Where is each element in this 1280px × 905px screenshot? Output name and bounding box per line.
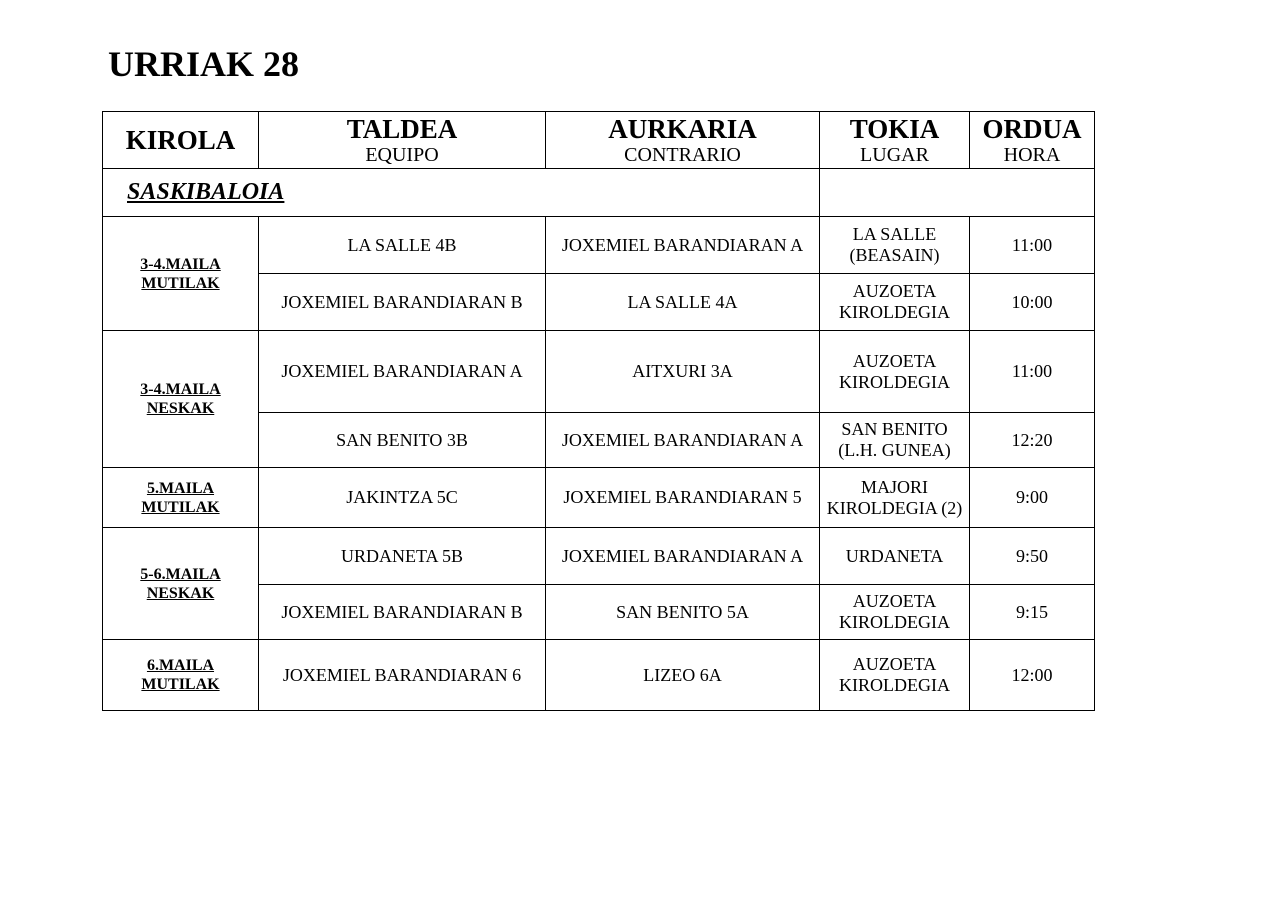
ordua-cell: 12:00 (970, 640, 1095, 711)
header-kirola: KIROLA (103, 112, 259, 169)
tokia-line: KIROLDEGIA (839, 371, 950, 392)
category-cell (103, 331, 259, 468)
section-empty-cell (820, 169, 1095, 217)
tokia-line: KIROLDEGIA (2) (826, 497, 963, 518)
tokia-line: AUZOETA (852, 591, 937, 611)
category-level: 5-6.MAILA (140, 565, 221, 583)
category-gender: NESKAK (146, 584, 215, 602)
taldea-cell: JOXEMIEL BARANDIARAN A (259, 331, 546, 413)
category-cell (103, 468, 259, 528)
table-row (103, 640, 1095, 711)
section-cell (103, 169, 820, 217)
header-ordua (970, 112, 1095, 169)
category-gender: MUTILAK (141, 274, 220, 292)
tokia-line: SAN BENITO (841, 419, 948, 439)
taldea-cell: URDANETA 5B (259, 528, 546, 585)
tokia-line: (L.H. GUNEA) (838, 440, 951, 460)
header-aurkaria (546, 112, 820, 169)
ordua-cell: 9:15 (970, 585, 1095, 640)
tokia-line: LA SALLE (852, 224, 937, 244)
tokia-cell (820, 468, 970, 528)
tokia-cell (820, 274, 970, 331)
tokia-line: KIROLDEGIA (839, 612, 950, 632)
aurkaria-cell: LA SALLE 4A (546, 274, 820, 331)
page-title: URRIAK 28 (108, 44, 300, 84)
category-gender: MUTILAK (141, 676, 220, 693)
tokia-cell (820, 413, 970, 468)
ordua-cell: 11:00 (970, 331, 1095, 413)
header-ordua-main: ORDUA (982, 114, 1082, 144)
category-gender: MUTILAK (141, 498, 220, 516)
header-tokia (820, 112, 970, 169)
schedule-table (102, 111, 1095, 711)
tokia-cell (820, 640, 970, 711)
taldea-cell: JAKINTZA 5C (259, 468, 546, 528)
tokia-line: (BEASAIN) (849, 245, 940, 265)
header-aurkaria-main: AURKARIA (608, 114, 757, 144)
tokia-cell (820, 585, 970, 640)
header-aurkaria-sub: CONTRARIO (624, 144, 741, 166)
category-level: 3-4.MAILA (140, 381, 221, 398)
tokia-line: KIROLDEGIA (839, 675, 950, 695)
aurkaria-cell: AITXURI 3A (546, 331, 820, 413)
taldea-cell: JOXEMIEL BARANDIARAN B (259, 585, 546, 640)
category-cell (103, 640, 259, 711)
aurkaria-cell: SAN BENITO 5A (546, 585, 820, 640)
tokia-line: AUZOETA (852, 654, 937, 674)
tokia-line: AUZOETA (852, 281, 937, 301)
header-taldea-main: TALDEA (346, 114, 458, 144)
taldea-cell: JOXEMIEL BARANDIARAN B (259, 274, 546, 331)
aurkaria-cell: JOXEMIEL BARANDIARAN A (546, 413, 820, 468)
ordua-cell: 12:20 (970, 413, 1095, 468)
tokia-cell (820, 331, 970, 413)
tokia-cell (820, 528, 970, 585)
ordua-cell: 11:00 (970, 217, 1095, 274)
taldea-cell: LA SALLE 4B (259, 217, 546, 274)
tokia-line: KIROLDEGIA (839, 302, 950, 322)
aurkaria-cell: JOXEMIEL BARANDIARAN A (546, 217, 820, 274)
category-level: 3-4.MAILA (140, 255, 221, 273)
table-row (103, 331, 1095, 413)
section-row (103, 169, 1095, 217)
header-tokia-sub: LUGAR (860, 144, 929, 166)
header-ordua-sub: HORA (1003, 144, 1061, 166)
category-level: 5.MAILA (146, 479, 215, 497)
tokia-cell (820, 217, 970, 274)
aurkaria-cell: LIZEO 6A (546, 640, 820, 711)
category-level: 6.MAILA (146, 657, 215, 674)
ordua-cell: 9:00 (970, 468, 1095, 528)
table-row (103, 528, 1095, 585)
section-label: SASKIBALOIA (127, 178, 285, 205)
tokia-line: URDANETA (845, 545, 944, 566)
header-taldea (259, 112, 546, 169)
aurkaria-cell: JOXEMIEL BARANDIARAN A (546, 528, 820, 585)
header-taldea-sub: EQUIPO (365, 144, 439, 166)
ordua-cell: 10:00 (970, 274, 1095, 331)
ordua-cell: 9:50 (970, 528, 1095, 585)
category-cell (103, 217, 259, 331)
header-tokia-main: TOKIA (849, 114, 940, 144)
category-cell (103, 528, 259, 640)
header-row (103, 112, 1095, 169)
taldea-cell: SAN BENITO 3B (259, 413, 546, 468)
table-row (103, 468, 1095, 528)
aurkaria-cell: JOXEMIEL BARANDIARAN 5 (546, 468, 820, 528)
category-gender: NESKAK (146, 400, 215, 417)
table-row (103, 217, 1095, 274)
taldea-cell: JOXEMIEL BARANDIARAN 6 (259, 640, 546, 711)
tokia-line: MAJORI (860, 476, 928, 497)
tokia-line: AUZOETA (852, 350, 937, 371)
